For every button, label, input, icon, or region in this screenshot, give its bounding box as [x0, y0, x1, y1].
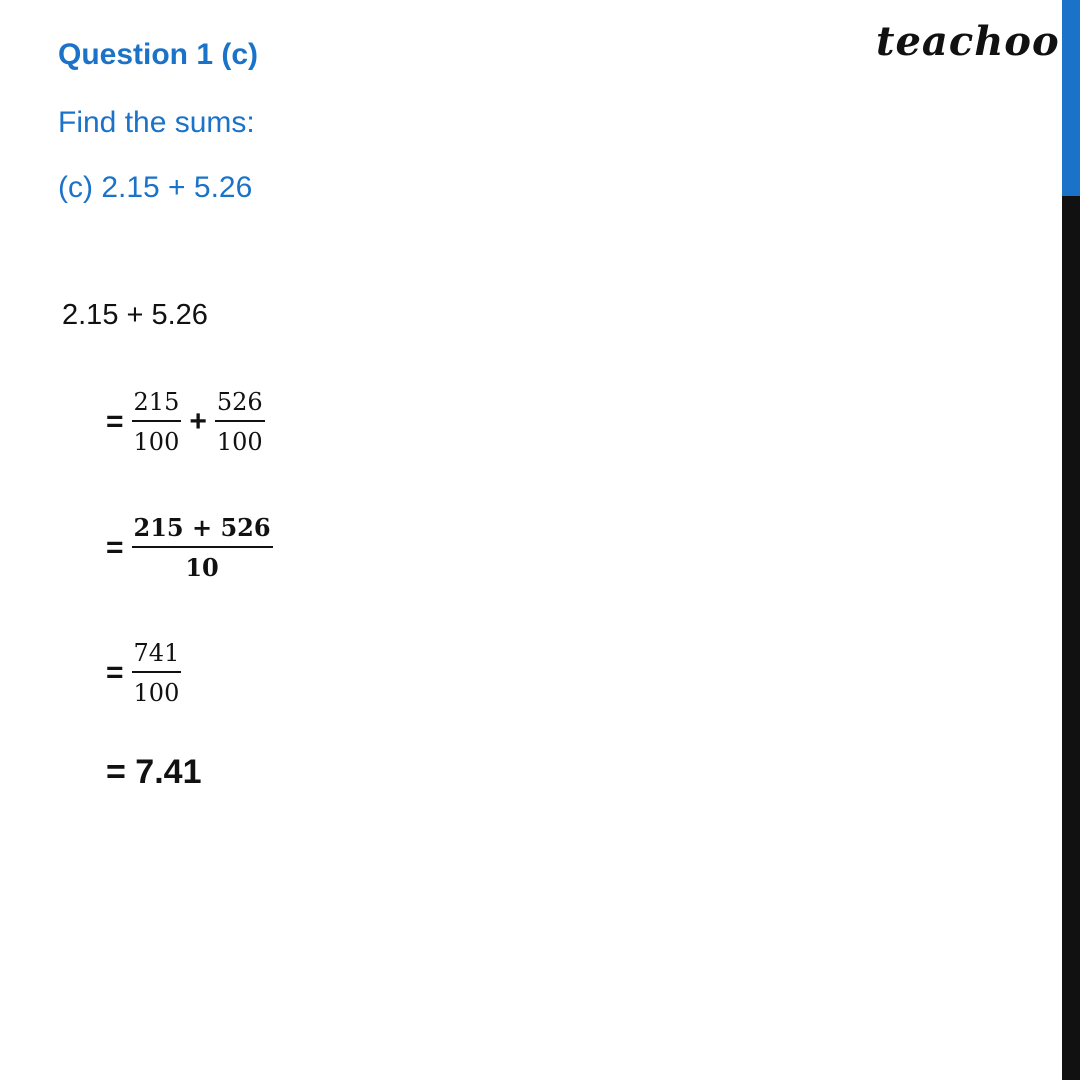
question-instruction: Find the sums:: [58, 106, 255, 139]
solution-step-1: [106, 390, 265, 454]
teachoo-logo: teachoo: [876, 18, 1060, 65]
equals-sign: =: [106, 405, 124, 438]
side-bar-accent: [1062, 0, 1080, 196]
fraction-denominator: 100: [216, 428, 263, 456]
fraction-sum: [132, 513, 273, 582]
fraction-result: [132, 641, 182, 705]
fraction-denominator: 10: [185, 553, 219, 582]
fraction-denominator: 100: [133, 428, 180, 456]
solution-expression: 2.15 + 5.26: [62, 299, 208, 331]
fraction-numerator: 526: [215, 390, 265, 422]
fraction-denominator: 100: [133, 679, 180, 707]
plus-sign: +: [189, 405, 207, 438]
fraction-numerator: 741: [132, 641, 182, 673]
equals-sign: =: [106, 656, 124, 689]
solution-step-2: [106, 513, 273, 582]
solution-step-3: [106, 641, 181, 705]
fraction-numerator: 215 + 526: [132, 516, 273, 548]
fraction-numerator: 215: [132, 390, 182, 422]
side-bar: [1062, 0, 1080, 1080]
question-part: (c) 2.15 + 5.26: [58, 171, 253, 204]
fraction-1: [132, 390, 182, 454]
final-answer: = 7.41: [106, 753, 202, 791]
question-title: Question 1 (c): [58, 38, 259, 71]
equals-sign: =: [106, 531, 124, 564]
fraction-2: [215, 390, 265, 454]
